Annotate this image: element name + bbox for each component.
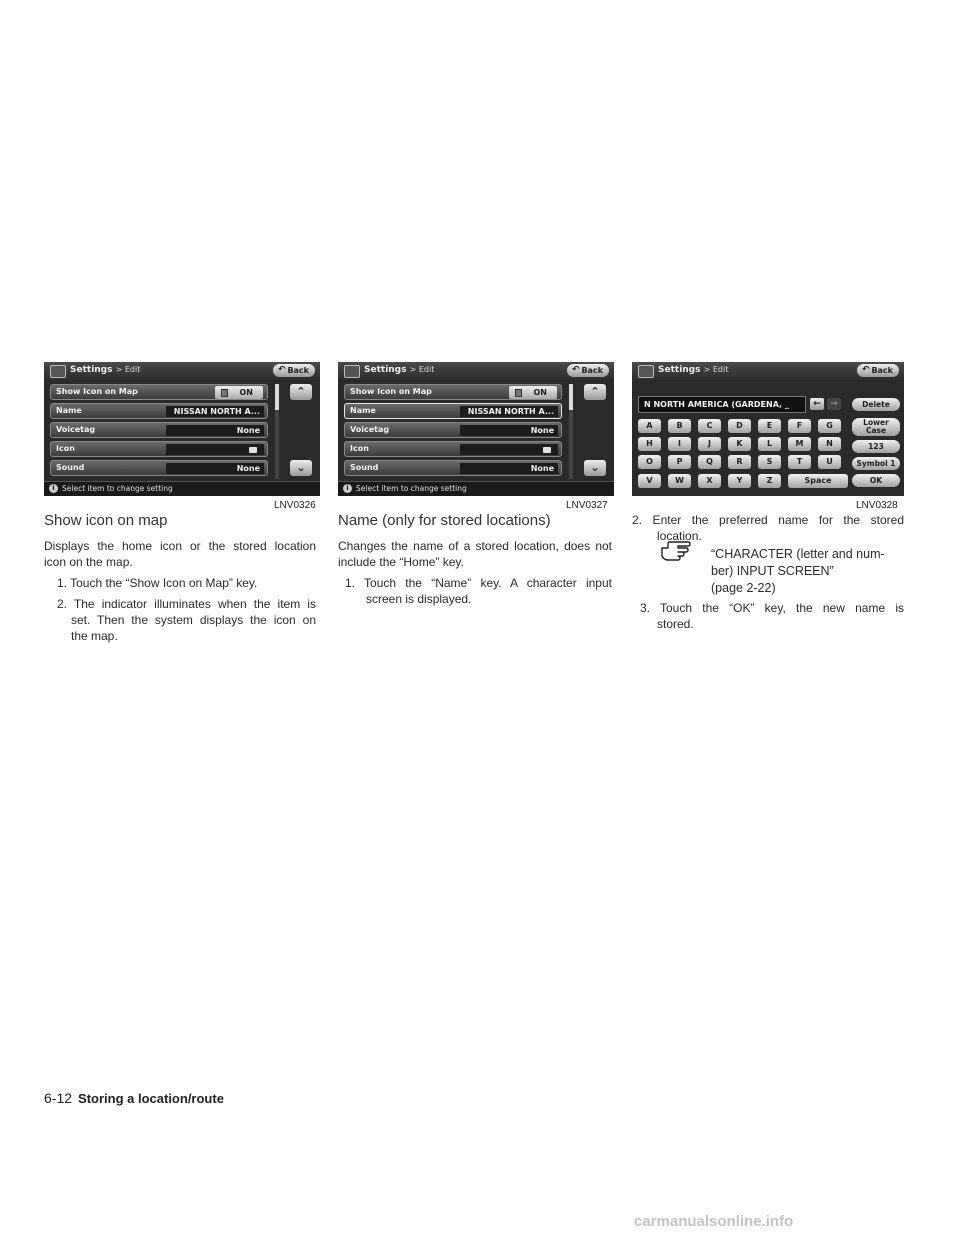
key-z[interactable]: Z (758, 474, 781, 488)
scrollbar[interactable] (275, 384, 279, 479)
col1-intro-line1: Displays the home icon or the stored location (44, 539, 316, 553)
figure-code: LNV0326 (274, 500, 316, 511)
key-v[interactable]: V (638, 474, 661, 488)
key-f[interactable]: F (788, 419, 811, 433)
col3-step2-line2: location. (657, 529, 702, 543)
screenshot-lnv0328 (632, 362, 904, 496)
lower-case-label-1: Lower (863, 418, 889, 427)
section-heading-name: Name (only for stored locations) (338, 512, 551, 529)
info-icon: i (49, 484, 58, 493)
key-r[interactable]: R (728, 455, 751, 469)
key-b[interactable]: B (668, 419, 691, 433)
key-u[interactable]: U (818, 455, 841, 469)
col2-step1-line1: 1. Touch the “Name” key. A character input (345, 576, 612, 590)
status-message: Select item to change setting (62, 484, 173, 493)
name-row[interactable] (344, 403, 562, 419)
row-value: None (166, 425, 264, 436)
figure-code: LNV0327 (566, 500, 608, 511)
col2-step1-line2: screen is displayed. (366, 592, 472, 606)
key-y[interactable]: Y (728, 474, 751, 488)
status-message: Select item to change setting (356, 484, 467, 493)
status-bar (44, 481, 320, 496)
col2-intro-line2: include the “Home” key. (338, 555, 464, 569)
name-input[interactable]: N NORTH AMERICA (GARDENA, _ (638, 396, 806, 413)
location-icon (249, 447, 257, 453)
col3-step3-line1: 3. Touch the “OK” key, the new name is (640, 601, 904, 615)
cursor-left-icon[interactable]: ← (810, 398, 824, 410)
key-n[interactable]: N (818, 437, 841, 451)
location-icon (543, 447, 551, 453)
screenshot-lnv0326 (44, 362, 320, 496)
menu-icon (50, 365, 66, 378)
row-label: Name (56, 406, 82, 415)
voicetag-row[interactable] (50, 422, 268, 438)
ok-button[interactable]: OK (852, 474, 900, 487)
section-title: Storing a location/route (78, 1091, 224, 1106)
key-p[interactable]: P (668, 455, 691, 469)
key-c[interactable]: C (698, 419, 721, 433)
key-o[interactable]: O (638, 455, 661, 469)
key-g[interactable]: G (818, 419, 841, 433)
screen-title: Settings > Edit (658, 365, 729, 375)
show-icon-on-map-row[interactable] (50, 384, 268, 400)
row-label: Sound (350, 463, 379, 472)
key-q[interactable]: Q (698, 455, 721, 469)
on-indicator: ON (509, 386, 557, 399)
key-t[interactable]: T (788, 455, 811, 469)
name-row[interactable] (50, 403, 268, 419)
lower-case-button[interactable] (852, 418, 900, 436)
figure-code: LNV0328 (856, 500, 898, 511)
menu-icon (638, 365, 654, 378)
sound-row[interactable] (344, 460, 562, 476)
scroll-up-icon[interactable]: ⌃ (290, 384, 312, 400)
row-label: Icon (350, 444, 369, 453)
row-value: NISSAN NORTH A... (166, 406, 264, 417)
key-l[interactable]: L (758, 437, 781, 451)
back-button[interactable]: ↶ Back (857, 364, 899, 377)
key-i[interactable]: I (668, 437, 691, 451)
col1-step2-line2: set. Then the system displays the icon on (71, 613, 316, 627)
col3-step2-line1: 2. Enter the preferred name for the stored (632, 513, 904, 527)
row-label: Voicetag (350, 425, 390, 434)
show-icon-on-map-row[interactable] (344, 384, 562, 400)
on-indicator: ON (215, 386, 263, 399)
watermark: carmanualsonline.info (634, 1213, 794, 1230)
screen-header (632, 362, 904, 380)
screen-header (338, 362, 614, 380)
delete-button[interactable]: Delete (852, 398, 900, 411)
symbol-button[interactable]: Symbol 1 (852, 457, 900, 470)
key-a[interactable]: A (638, 419, 661, 433)
page-number: 6-12 (44, 1090, 73, 1106)
screenshot-lnv0327 (338, 362, 614, 496)
col3-ref-line3: (page 2-22) (711, 581, 776, 595)
row-label: Show Icon on Map (56, 387, 138, 396)
info-icon: i (343, 484, 352, 493)
numbers-button[interactable]: 123 (852, 440, 900, 453)
key-e[interactable]: E (758, 419, 781, 433)
row-value: None (166, 463, 264, 474)
key-j[interactable]: J (698, 437, 721, 451)
col1-intro-line2: icon on the map. (44, 555, 133, 569)
space-key[interactable]: Space (788, 474, 848, 488)
key-w[interactable]: W (668, 474, 691, 488)
row-label: Voicetag (56, 425, 96, 434)
row-value (460, 444, 558, 455)
pointing-hand-icon (660, 540, 694, 562)
col1-step2-line1: 2. The indicator illuminates when the item is (57, 597, 316, 611)
sound-row[interactable] (50, 460, 268, 476)
col3-ref-line1: “CHARACTER (letter and num- (711, 547, 885, 561)
row-label: Icon (56, 444, 75, 453)
key-m[interactable]: M (788, 437, 811, 451)
scroll-down-icon[interactable]: ⌄ (584, 460, 606, 476)
scroll-thumb[interactable] (569, 384, 573, 410)
screen-title: Settings > Edit (364, 365, 435, 375)
scroll-up-icon[interactable]: ⌃ (584, 384, 606, 400)
row-value: None (460, 425, 558, 436)
lower-case-label-2: Case (865, 426, 887, 435)
row-value (166, 444, 264, 455)
key-k[interactable]: K (728, 437, 751, 451)
screen-header (44, 362, 320, 380)
scroll-down-icon[interactable]: ⌄ (290, 460, 312, 476)
col2-intro-line1: Changes the name of a stored location, does not (338, 539, 612, 553)
col1-step2-line3: the map. (71, 629, 118, 643)
page-footer (44, 1090, 224, 1106)
menu-icon (344, 365, 360, 378)
row-label: Name (350, 406, 376, 415)
back-button[interactable]: ↶ Back (567, 364, 609, 377)
row-value: NISSAN NORTH A... (460, 406, 558, 417)
key-x[interactable]: X (698, 474, 721, 488)
key-s[interactable]: S (758, 455, 781, 469)
row-value: None (460, 463, 558, 474)
icon-row[interactable] (50, 441, 268, 457)
icon-row[interactable] (344, 441, 562, 457)
row-label: Sound (56, 463, 85, 472)
row-label: Show Icon on Map (350, 387, 432, 396)
cursor-right-icon[interactable]: → (827, 398, 841, 410)
key-d[interactable]: D (728, 419, 751, 433)
status-bar (338, 481, 614, 496)
key-h[interactable]: H (638, 437, 661, 451)
scrollbar[interactable] (569, 384, 573, 479)
col1-step1: 1. Touch the “Show Icon on Map” key. (57, 576, 258, 590)
col3-ref-line2: ber) INPUT SCREEN” (711, 564, 834, 578)
back-button[interactable]: ↶ Back (273, 364, 315, 377)
voicetag-row[interactable] (344, 422, 562, 438)
scroll-thumb[interactable] (275, 384, 279, 410)
col3-step3-line2: stored. (657, 617, 694, 631)
screen-title: Settings > Edit (70, 365, 141, 375)
section-heading-show-icon: Show icon on map (44, 512, 168, 529)
